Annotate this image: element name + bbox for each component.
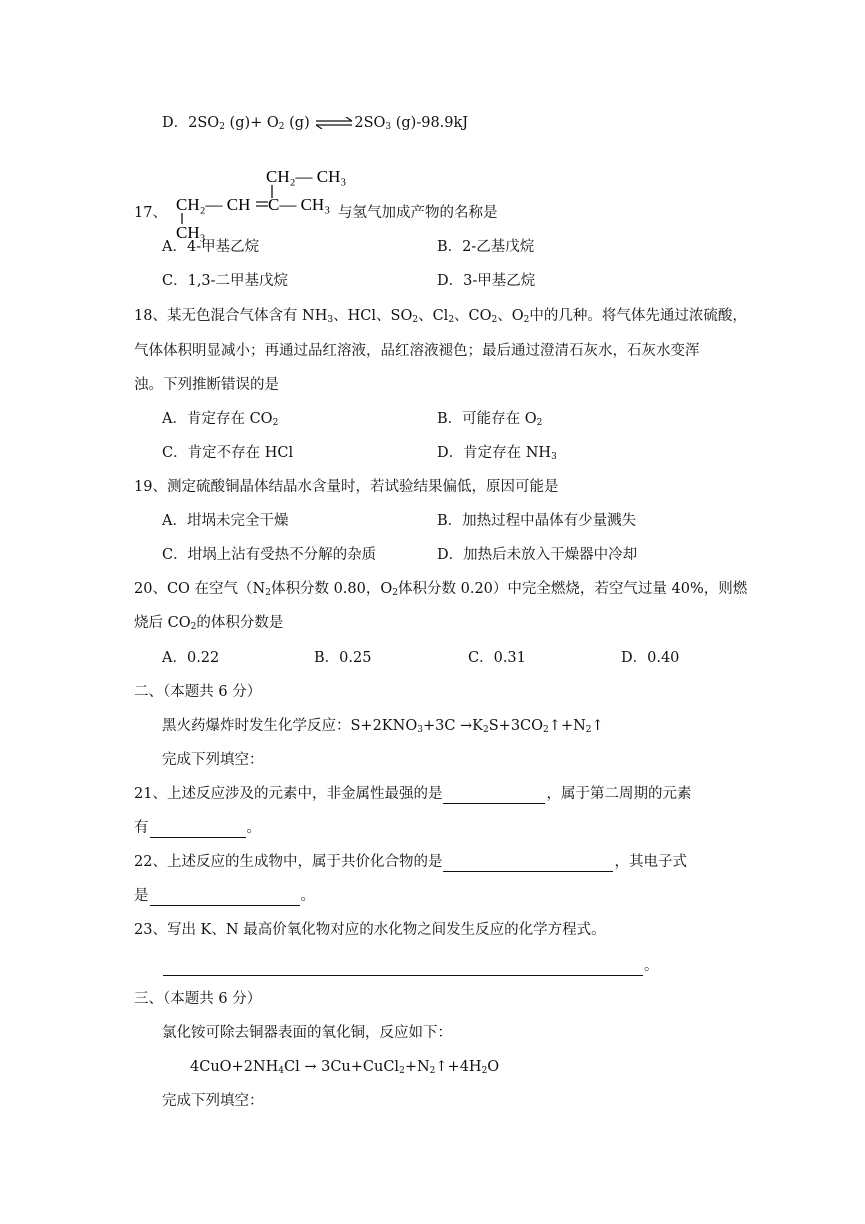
subscript: 2 bbox=[412, 315, 419, 325]
q19-stem: 19、测定硫酸铜晶体结晶水含量时，若试验结果偏低，原因可能是 bbox=[134, 479, 559, 495]
text: S+3CO bbox=[488, 718, 544, 734]
option-label: D． bbox=[162, 115, 189, 131]
text: ↑+N bbox=[548, 718, 586, 734]
q19-option-d: D．加热后未放入干燥器中冷却 bbox=[437, 547, 638, 563]
text: 21、上述反应涉及的元素中，非金属性最强的是 bbox=[134, 786, 443, 802]
text: B．可能存在 O bbox=[437, 411, 537, 427]
subscript: 2 bbox=[265, 588, 271, 598]
structure-main-b: C— CH₃ bbox=[268, 195, 331, 214]
q17-option-c: C．1,3-二甲基戊烷 bbox=[162, 273, 289, 289]
answer-blank[interactable] bbox=[163, 959, 643, 976]
text: A．肯定存在 CO bbox=[162, 411, 273, 427]
text: ，其电子式 bbox=[614, 854, 687, 870]
q19-option-c: C．坩埚上沾有受热不分解的杂质 bbox=[162, 547, 377, 563]
subscript: 2 bbox=[481, 1066, 488, 1076]
text: 。 bbox=[300, 888, 315, 904]
section-2-fill-prompt: 完成下列填空： bbox=[162, 752, 264, 768]
q18-line-3: 浊。下列推断错误的是 bbox=[134, 377, 279, 393]
subscript: 2 bbox=[429, 1066, 436, 1076]
subscript: 3 bbox=[551, 452, 557, 462]
q20-option-d: D．0.40 bbox=[621, 650, 680, 666]
section-3-heading: 三、（本题共 6 分） bbox=[134, 991, 262, 1007]
text: 。 bbox=[644, 958, 659, 974]
text: +N bbox=[404, 1059, 430, 1075]
q19-option-a: A．坩埚未完全干燥 bbox=[162, 513, 289, 529]
q18-line-1 bbox=[134, 306, 747, 326]
q17-number: 17、 bbox=[134, 205, 167, 221]
text: O bbox=[487, 1059, 500, 1075]
text: ，属于第二周期的元素 bbox=[546, 786, 692, 802]
subscript: 2 bbox=[392, 588, 398, 598]
q23-answer-line bbox=[162, 956, 659, 976]
q20-option-a: A．0.22 bbox=[162, 650, 220, 666]
text: 。 bbox=[246, 820, 261, 836]
answer-blank[interactable] bbox=[443, 855, 613, 872]
text: (g)+ O bbox=[224, 115, 279, 131]
section-2-heading: 二、（本题共 6 分） bbox=[134, 684, 262, 700]
structure-top: CH₂— CH₃ bbox=[266, 167, 347, 186]
subscript: 3 bbox=[385, 122, 392, 132]
q17-option-d: D．3-甲基乙烷 bbox=[437, 273, 536, 289]
q18-option-a bbox=[162, 409, 278, 429]
subscript: 2 bbox=[399, 1066, 405, 1076]
q18-option-d bbox=[437, 443, 557, 463]
structure-bottom: CH₃ bbox=[176, 223, 206, 242]
subscript: 2 bbox=[491, 315, 498, 325]
q23-stem: 23、写出 K、N 最高价氧化物对应的水化物之间发生反应的化学方程式。 bbox=[134, 922, 606, 938]
text: 是 bbox=[134, 888, 149, 904]
q16-option-d bbox=[162, 113, 468, 133]
text: 2SO bbox=[188, 115, 220, 131]
answer-blank[interactable] bbox=[150, 889, 300, 906]
subscript: 4 bbox=[278, 1066, 284, 1076]
section-3-fill-prompt: 完成下列填空： bbox=[162, 1093, 264, 1109]
text: 2SO bbox=[354, 115, 386, 131]
text: 18、某无色混合气体含有 NH bbox=[134, 308, 328, 324]
q20-option-b: B．0.25 bbox=[314, 650, 372, 666]
answer-blank[interactable] bbox=[443, 787, 545, 804]
answer-blank[interactable] bbox=[150, 821, 246, 838]
text: 、Cl bbox=[418, 308, 449, 324]
q18-option-c: C．肯定不存在 HCl bbox=[162, 445, 294, 461]
section-2-intro bbox=[162, 716, 604, 736]
q20-option-c: C．0.31 bbox=[468, 650, 526, 666]
text: 、O bbox=[497, 308, 524, 324]
text: 22、上述反应的生成物中，属于共价化合物的是 bbox=[134, 854, 443, 870]
q21-line-1 bbox=[134, 784, 691, 804]
subscript: 2 bbox=[483, 725, 489, 735]
equilibrium-arrow-icon bbox=[314, 117, 354, 129]
q18-option-b bbox=[437, 409, 542, 429]
subscript: 2 bbox=[219, 122, 225, 132]
subscript: 2 bbox=[523, 315, 530, 325]
section-3-intro: 氯化铵可除去铜器表面的氧化铜，反应如下： bbox=[162, 1025, 452, 1041]
text: (g) bbox=[284, 115, 315, 131]
q17-stem: 与氢气加成产物的名称是 bbox=[338, 205, 498, 221]
subscript: 3 bbox=[327, 315, 334, 325]
q19-option-b: B．加热过程中晶体有少量溅失 bbox=[437, 513, 637, 529]
subscript: 2 bbox=[585, 725, 592, 735]
subscript: 3 bbox=[417, 725, 423, 735]
subscript: 2 bbox=[278, 122, 285, 132]
section-3-equation bbox=[190, 1057, 499, 1077]
structural-formula bbox=[172, 160, 362, 240]
text: 4CuO+2NH bbox=[190, 1059, 279, 1075]
text: (g)-98.9kJ bbox=[391, 115, 469, 131]
text: 黑火药爆炸时发生化学反应：S+2KNO bbox=[162, 718, 418, 734]
text: +3C →K bbox=[422, 718, 484, 734]
text: Cl → 3Cu+CuCl bbox=[284, 1059, 400, 1075]
q20-line-2 bbox=[134, 613, 283, 633]
text: 烧后 CO bbox=[134, 615, 191, 631]
text: 中的几种。将气体先通过浓硫酸， bbox=[529, 308, 747, 324]
q17-option-b: B．2-乙基戊烷 bbox=[437, 239, 535, 255]
q22-line-1 bbox=[134, 852, 687, 872]
text: 体积分数 0.20）中完全燃烧，若空气过量 40%，则燃 bbox=[398, 581, 748, 597]
q21-line-2 bbox=[134, 818, 261, 838]
structure-main-a: CH₂— CH bbox=[176, 195, 251, 214]
text: 、HCl、SO bbox=[333, 308, 413, 324]
text: 、CO bbox=[454, 308, 492, 324]
subscript: 2 bbox=[448, 315, 455, 325]
text: 的体积分数是 bbox=[196, 615, 284, 631]
subscript: 2 bbox=[190, 622, 197, 632]
text: ↑ bbox=[591, 718, 604, 734]
text: D．肯定存在 NH bbox=[437, 445, 552, 461]
q17-option-a: A．4-甲基乙烷 bbox=[162, 239, 260, 255]
q22-line-2 bbox=[134, 886, 315, 906]
text: 体积分数 0.80，O bbox=[270, 581, 393, 597]
q20-line-1 bbox=[134, 579, 747, 599]
q18-line-2: 气体体积明显减小；再通过品红溶液，品红溶液褪色；最后通过澄清石灰水，石灰水变浑 bbox=[134, 343, 700, 359]
structure-diagram bbox=[172, 160, 362, 240]
text: 有 bbox=[134, 820, 149, 836]
text: 20、CO 在空气（N bbox=[134, 581, 266, 597]
text: ↑+4H bbox=[435, 1059, 482, 1075]
subscript: 2 bbox=[536, 418, 543, 428]
subscript: 2 bbox=[543, 725, 549, 735]
subscript: 2 bbox=[272, 418, 279, 428]
